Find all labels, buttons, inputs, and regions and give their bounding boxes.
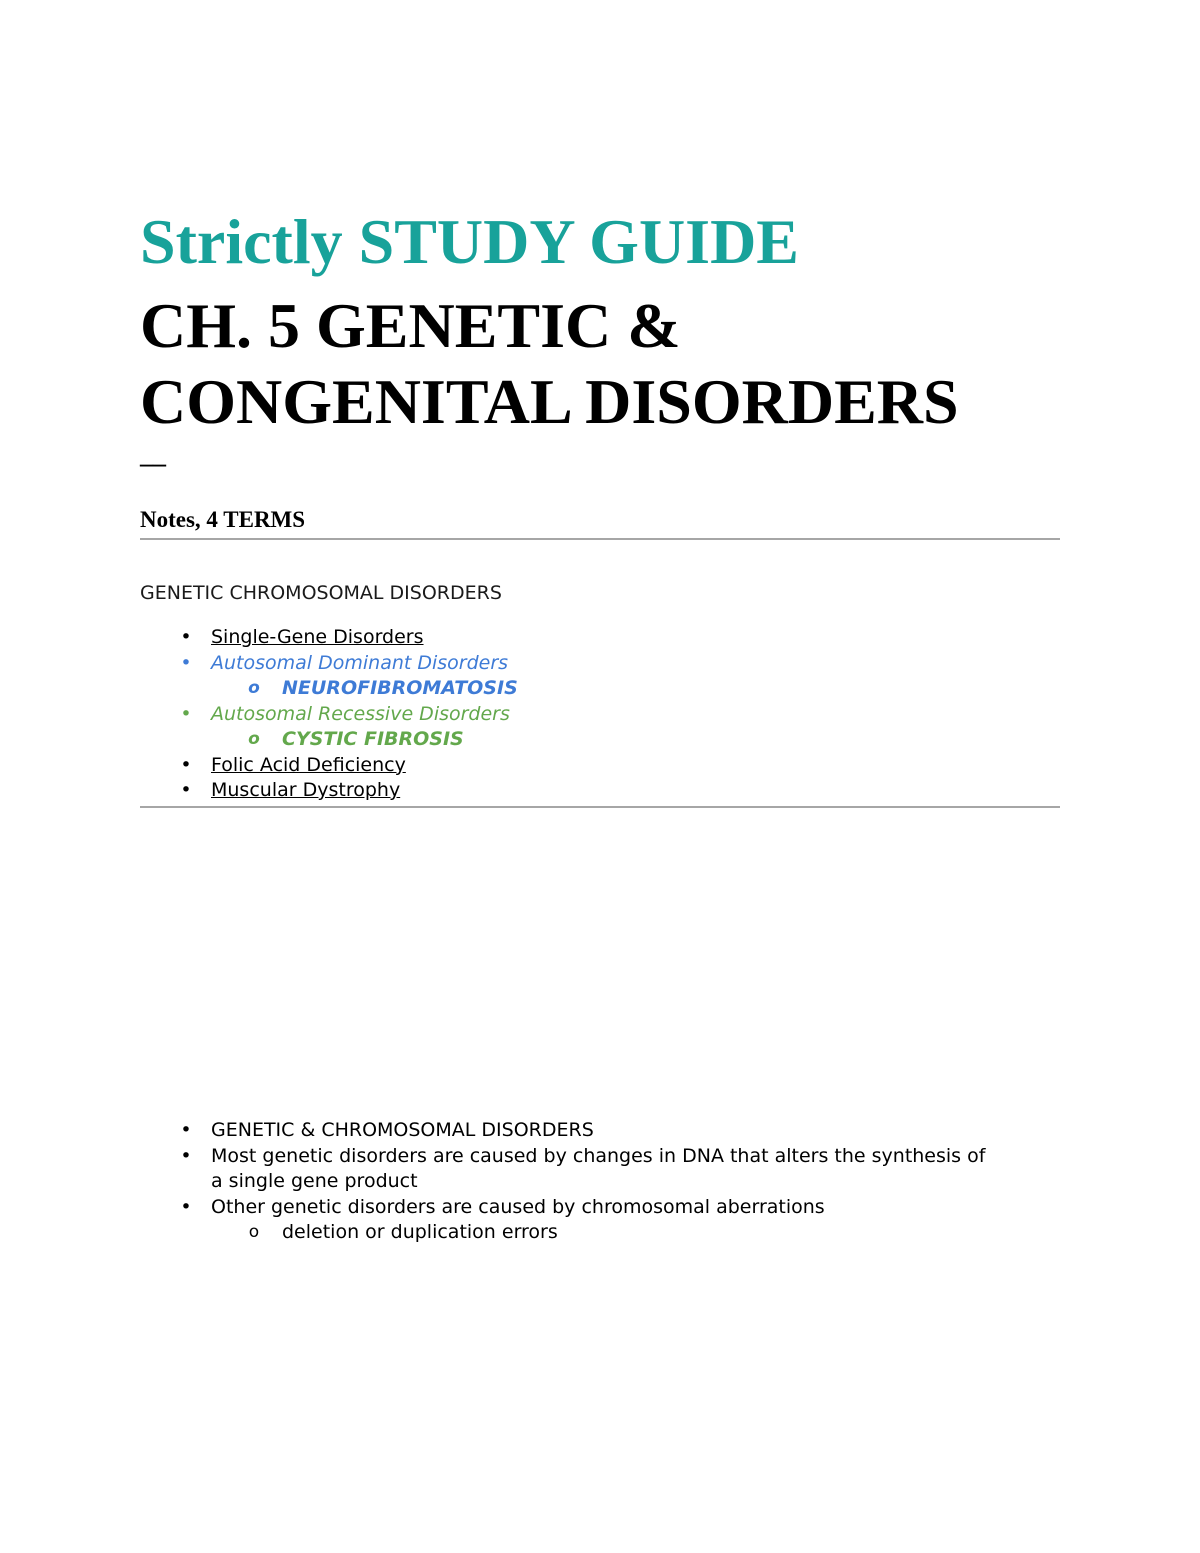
list-item-text: Autosomal Recessive Disorders — [211, 702, 510, 725]
document-title: Strictly STUDY GUIDE — [140, 206, 799, 277]
list-item-text: Most genetic disorders are caused by changes in DNA that alters the synthesis of a single gene product — [211, 1144, 986, 1192]
list-item — [140, 727, 518, 753]
list-item-text: Folic Acid Deficiency — [211, 753, 406, 776]
list-item-text: Other genetic disorders are caused by chromosomal aberrations — [211, 1195, 825, 1218]
bullet-icon: • — [180, 1195, 192, 1218]
section-heading: GENETIC CHROMOSOMAL DISORDERS — [140, 582, 502, 604]
list-item-text: GENETIC & CHROMOSOMAL DISORDERS — [211, 1119, 594, 1141]
bullet-icon: • — [180, 702, 192, 725]
horizontal-rule-top — [140, 538, 1060, 540]
bullet-icon: • — [180, 1119, 192, 1141]
terms-list — [140, 625, 518, 804]
bullet-icon: • — [180, 1144, 192, 1167]
list-item-text: Single-Gene Disorders — [211, 626, 424, 648]
sub-bullet-icon: o — [248, 1222, 260, 1242]
list-item — [140, 778, 518, 804]
notes-list — [140, 1118, 991, 1246]
list-item-text: Autosomal Dominant Disorders — [211, 651, 509, 674]
bullet-icon: • — [180, 626, 192, 648]
list-item — [140, 702, 518, 728]
title-dash: __ — [140, 440, 166, 469]
list-item — [140, 1220, 991, 1246]
sub-bullet-icon: o — [248, 729, 260, 749]
chapter-title-line-2: CONGENITAL DISORDERS — [140, 366, 959, 437]
list-item-text: Muscular Dystrophy — [211, 779, 401, 801]
chapter-title — [140, 288, 959, 440]
list-item-text: NEUROFIBROMATOSIS — [282, 677, 518, 699]
bullet-icon: • — [180, 753, 192, 776]
horizontal-rule-bottom — [140, 806, 1060, 808]
chapter-title-line-1: CH. 5 GENETIC & — [140, 290, 681, 361]
list-item — [140, 625, 518, 651]
sub-bullet-icon: o — [248, 678, 260, 698]
list-item — [140, 1144, 991, 1195]
bullet-icon: • — [180, 779, 192, 801]
list-item — [140, 651, 518, 677]
list-item — [140, 1118, 991, 1144]
list-item-text: CYSTIC FIBROSIS — [282, 728, 464, 750]
bullet-icon: • — [180, 651, 192, 674]
list-item — [140, 1195, 991, 1221]
notes-heading: Notes, 4 TERMS — [140, 507, 306, 532]
list-item — [140, 676, 518, 702]
list-item-text: deletion or duplication errors — [282, 1221, 558, 1243]
list-item — [140, 753, 518, 779]
